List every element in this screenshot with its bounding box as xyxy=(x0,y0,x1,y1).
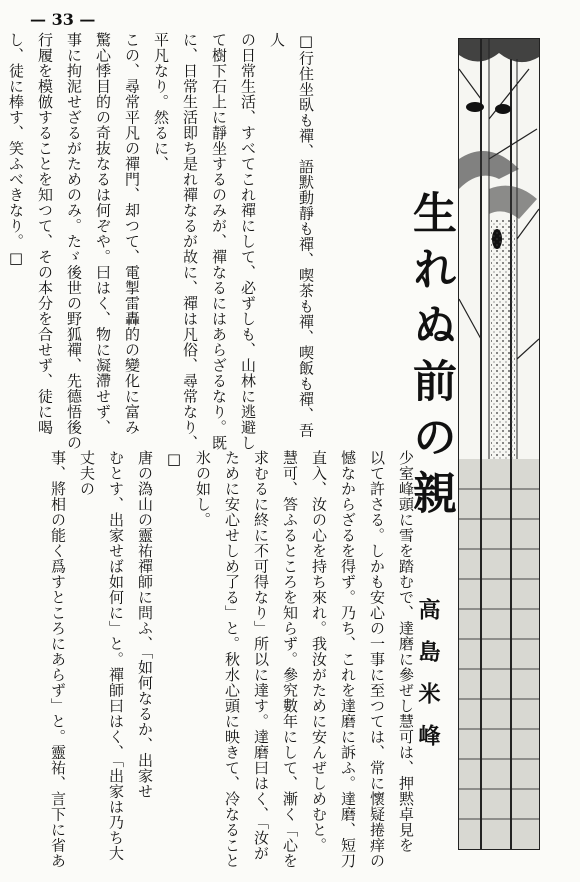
text-column: 求むるに終に不可得なり」所以に達す。達磨曰はく、「汝が xyxy=(252,450,270,861)
text-column: 平凡なり。然るに、 xyxy=(152,32,170,172)
bird-mark xyxy=(466,102,484,112)
tree-drawing xyxy=(459,39,539,849)
text-column: □ xyxy=(165,450,183,469)
text-column: の日常生活、すべてこれ禪にして、必ずしも、山林に逃避し xyxy=(239,32,257,451)
text-column: て樹下石上に靜坐するのみが、禪なるにはあらざるなり。既 xyxy=(210,32,228,451)
text-column: 直入、汝の心を持ち來れ。我汝がために安んぜしめむと。 xyxy=(310,450,328,853)
author-name: 高島米峰 xyxy=(415,598,441,766)
text-column: ために安心せしめ了る」と。秋水心頭に映きて、冷なること xyxy=(223,450,241,869)
text-column: □行住坐臥も禪、語默動靜も禪、喫茶も禪、喫飯も禪、吾人 xyxy=(268,32,315,438)
text-column: 氷の如し。 xyxy=(194,450,212,528)
text-column: 事に拘泥せざるがためのみ。たゞ後世の野狐禪、先德悟後の xyxy=(65,32,83,451)
upper-text-block xyxy=(1,32,320,452)
text-column: 驚心悸目的の奇抜なるは何ぞや。曰はく、物に凝滯せず、 xyxy=(94,32,112,435)
text-column: 事、將相の能く爲すところにあらず」と。靈祐、言下に省あ xyxy=(49,450,67,869)
text-column: 唐の溈山の靈祐禪師に問ふ、「如何なるか、出家せ xyxy=(136,450,154,799)
page-number: — 33 — xyxy=(30,10,96,29)
text-column: に、日常生活即ち是れ禪なるが故に、禪は凡俗、尋常なり、 xyxy=(181,32,199,451)
text-column: 慧可、答ふるところを知らず。參究數年にして、漸く「心を xyxy=(281,450,299,869)
text-column: 以て許さる。しかも安心の一事に至つては、常に懷疑捲痒の xyxy=(368,450,386,869)
text-column: 少室峰頭に雪を踏むで、達磨に參ぜし慧可は、押黙卓見を xyxy=(397,450,415,853)
text-column: むとす、出家せば如何に」と。禪師曰はく、「出家は乃ち大丈夫の xyxy=(78,450,125,861)
text-column: 行履を模倣することを知つて、その本分を合せず、徒に喝 xyxy=(36,32,54,435)
lower-text-block xyxy=(43,450,420,870)
tree-illustration xyxy=(458,38,540,850)
article-title: 生れぬ前の親 xyxy=(405,190,456,526)
text-column: し、徒に棒す、笑ふべきなり。□ xyxy=(7,32,25,268)
text-column: この、尋常平凡の禪門、却つて、電掣雷轟的の變化に富み xyxy=(123,32,141,435)
bird-mark xyxy=(495,104,511,114)
text-column: 憾なからざるを得ず。乃ち、これを達磨に訴ふ。達磨、短刀 xyxy=(339,450,357,869)
